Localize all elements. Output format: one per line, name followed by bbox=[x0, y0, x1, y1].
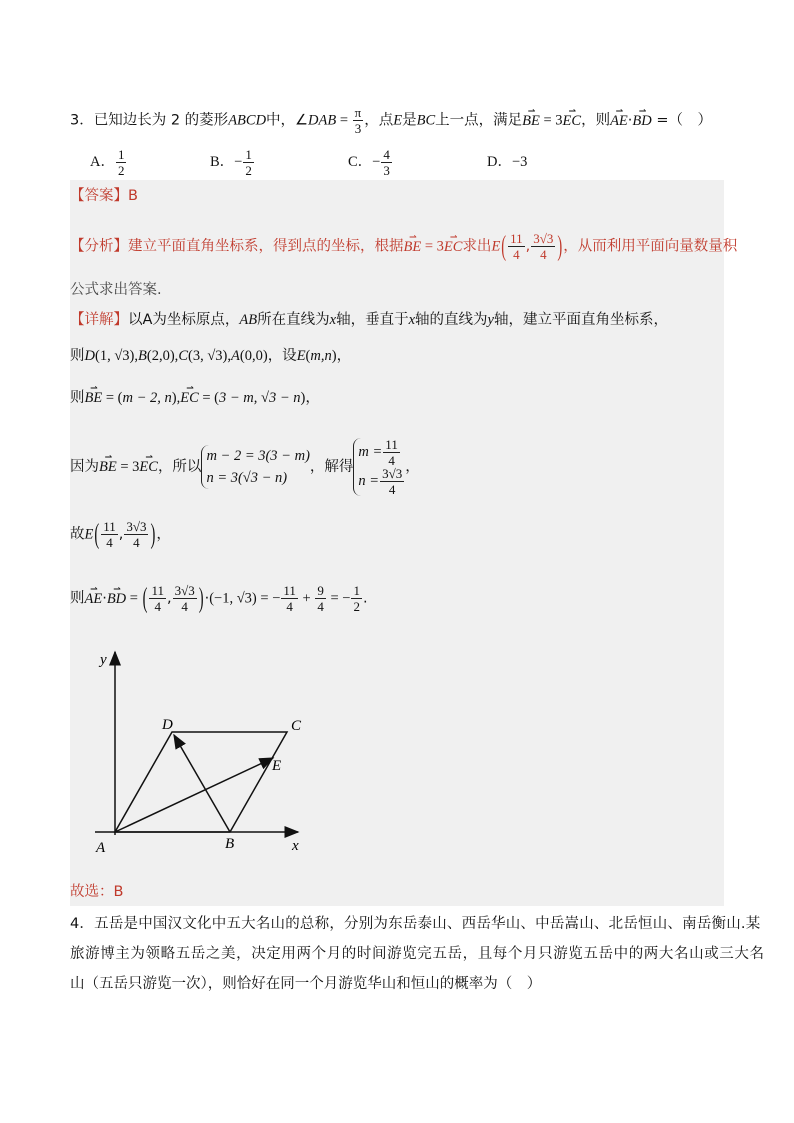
frac-den: 4 bbox=[181, 599, 188, 614]
option-label: A． bbox=[90, 153, 115, 170]
q3-angle-name: DAB bbox=[308, 112, 337, 129]
analysis-text: 建立平面直角坐标系，得到点的坐标，根据 bbox=[128, 238, 404, 255]
paren-close: ) bbox=[557, 230, 563, 263]
label-c: C bbox=[291, 718, 302, 734]
detail-line-5: 故E( $\frac{11}{4}$ , $\frac{3√3}{4}$ )， bbox=[70, 520, 171, 549]
analysis-line-1: 【分析】建立平面直角坐标系，得到点的坐标，根据⇀ BE = 3⇀ EC求出E( $\frac{11}{4}$ , $\frac{3√3}{4}$ )，从而利用平面向量数量积 bbox=[70, 232, 737, 261]
q3-option-d bbox=[487, 150, 527, 171]
vector-ec: ⇀ EC bbox=[180, 388, 199, 408]
final-choice-text: 故选：B bbox=[70, 884, 124, 900]
detail-text: 因为 bbox=[70, 459, 99, 475]
q3-option-c bbox=[348, 148, 393, 177]
label-y: y bbox=[100, 652, 107, 668]
point-e: E bbox=[84, 526, 94, 543]
frac-den: 4 bbox=[154, 599, 161, 614]
q3-text: · bbox=[627, 112, 633, 129]
detail-text: 则 bbox=[70, 348, 85, 364]
frac-den: 4 bbox=[317, 599, 324, 614]
e-x-frac bbox=[101, 520, 118, 549]
detail-tag: 【详解】 bbox=[70, 312, 128, 328]
label-x: x bbox=[292, 838, 299, 854]
point-b: B bbox=[138, 348, 147, 364]
frac-den: 4 bbox=[133, 535, 140, 550]
detail-text: ，设 bbox=[267, 348, 297, 364]
frac-den: 4 bbox=[388, 453, 395, 468]
label-d: D bbox=[162, 717, 173, 733]
detail-text: · bbox=[102, 590, 107, 607]
coord-d: 1, √3 bbox=[99, 348, 130, 364]
detail-text: ， bbox=[405, 459, 420, 475]
equation-2: n = 3(√3 − n) bbox=[206, 470, 288, 486]
detail-text: 所在直线为 bbox=[257, 312, 330, 328]
analysis-line-2 bbox=[70, 280, 162, 300]
q3-vector-bd: ⇀ BD bbox=[632, 111, 651, 131]
solution-n: n = bbox=[358, 472, 380, 489]
detail-text: = − bbox=[256, 590, 281, 607]
q3-text: ，则 bbox=[581, 112, 611, 129]
frac-den: 4 bbox=[388, 482, 396, 497]
q3-text: 上一点，满足 bbox=[435, 112, 523, 129]
coord-a: 0,0 bbox=[244, 348, 263, 364]
detail-text: + bbox=[298, 590, 315, 607]
frac-den: 4 bbox=[513, 247, 520, 262]
frac-num: 3√3 bbox=[533, 231, 554, 246]
option-value: −3 bbox=[511, 154, 528, 170]
label-b: B bbox=[225, 836, 235, 852]
q3-text: =（ ） bbox=[651, 112, 713, 129]
frac-num: 1 bbox=[353, 583, 360, 598]
analysis-tag: 【分析】 bbox=[70, 238, 128, 255]
equation-1: m − 2 = 3(3 − m) bbox=[206, 448, 310, 464]
detail-text: = 3 bbox=[116, 459, 140, 475]
frac-num: 3√3 bbox=[126, 519, 147, 534]
answer-tag: 【答案】 bbox=[70, 188, 128, 204]
frac-den: 4 bbox=[286, 599, 293, 614]
frac-den: 2 bbox=[245, 163, 252, 178]
q4-text: 旅游博主为领略五岳之美，决定用两个月的时间游览完五岳，且每个月只游览五岳中的两大名山或三大名 bbox=[70, 946, 765, 962]
detail-text: 轴，建立平面直角坐标系， bbox=[493, 312, 668, 328]
frac-den: 2 bbox=[353, 599, 360, 614]
result-frac-1 bbox=[281, 584, 298, 613]
option-label: D． bbox=[487, 154, 512, 170]
q4-text: 4．五岳是中国汉文化中五大名山的总称，分别为东岳泰山、西岳华山、中岳嵩山、北岳恒山、南岳衡山.某 bbox=[70, 916, 761, 932]
paren-close: ) bbox=[150, 518, 156, 551]
option-sign: − bbox=[372, 153, 381, 170]
q4-line-1 bbox=[70, 914, 760, 934]
frac-num: 3√3 bbox=[174, 583, 195, 598]
frac-num: π bbox=[354, 105, 362, 120]
result-frac-3 bbox=[351, 584, 362, 613]
equation-system-1 bbox=[201, 445, 309, 489]
detail-text: ， bbox=[336, 348, 352, 364]
frac-den: 4 bbox=[106, 535, 113, 550]
analysis-point-e: E bbox=[491, 238, 501, 255]
detail-y: y bbox=[487, 312, 494, 328]
answer-line bbox=[70, 186, 138, 206]
q3-point-e: E bbox=[393, 112, 403, 129]
q3-vector-ae: ⇀ AE bbox=[610, 111, 628, 131]
vector-be: ⇀ BE bbox=[99, 445, 117, 489]
frac-den: 4 bbox=[540, 247, 547, 262]
q3-text: 已知边长为 2 的菱形 bbox=[93, 112, 229, 129]
solution-m: m = bbox=[358, 443, 383, 460]
detail-text: 轴，垂直于 bbox=[336, 312, 409, 328]
q4-text: 山（五岳只游览一次），则恰好在同一个月游览华山和恒山的概率为（ ） bbox=[70, 976, 542, 992]
frac-den: 2 bbox=[117, 163, 125, 178]
detail-x: x bbox=[329, 312, 337, 328]
frac-num: 4 bbox=[383, 147, 390, 162]
vector-ec-value: 3 − m, √3 − n bbox=[219, 390, 301, 406]
q3-segment-bc: BC bbox=[416, 112, 436, 129]
q3-text: = bbox=[336, 112, 352, 129]
point-c: C bbox=[178, 348, 188, 364]
point-d: D bbox=[84, 348, 95, 364]
q3-text: 中，∠ bbox=[266, 112, 309, 129]
point-a: A bbox=[231, 348, 240, 364]
n-frac bbox=[380, 467, 404, 496]
q3-vector-be: ⇀ BE bbox=[522, 111, 540, 131]
q3-option-a bbox=[90, 148, 127, 177]
q3-text: 是 bbox=[402, 112, 417, 129]
label-e: E bbox=[272, 758, 282, 774]
paren-open: ( bbox=[142, 582, 148, 615]
q4-line-3 bbox=[70, 974, 541, 994]
option-frac bbox=[243, 148, 254, 177]
detail-text: · bbox=[204, 590, 210, 607]
paren-open: ( bbox=[501, 230, 507, 263]
ae-y-frac bbox=[173, 584, 197, 613]
final-choice bbox=[70, 882, 123, 902]
detail-segment-ab: AB bbox=[239, 312, 258, 328]
q3-option-b bbox=[210, 148, 255, 177]
q3-text: = 3 bbox=[539, 112, 563, 129]
detail-text: ， bbox=[156, 526, 171, 543]
detail-line-1 bbox=[70, 310, 668, 330]
option-frac bbox=[116, 148, 127, 177]
coord-c: 3, √3 bbox=[192, 348, 223, 364]
q3-stem bbox=[70, 106, 712, 135]
option-frac bbox=[381, 148, 392, 177]
detail-line-4 bbox=[70, 437, 420, 497]
vector-bd-value: −1, √3 bbox=[214, 590, 252, 607]
paren-close: ) bbox=[198, 582, 204, 615]
q3-number: 3． bbox=[70, 112, 94, 129]
frac-den: 3 bbox=[354, 121, 362, 136]
analysis-frac bbox=[531, 232, 555, 261]
analysis-text: ，从而利用平面向量数量积 bbox=[563, 238, 738, 255]
detail-x: x bbox=[408, 312, 416, 328]
vector-bd-arrow bbox=[174, 735, 230, 832]
vector-ae: ⇀ AE bbox=[85, 589, 103, 609]
answer-value: B bbox=[128, 188, 138, 204]
analysis-text: 公式求出答案. bbox=[70, 282, 162, 298]
coord-b: 2,0 bbox=[151, 348, 170, 364]
q3-text: ，点 bbox=[364, 112, 394, 129]
detail-text: = − bbox=[326, 590, 351, 607]
coord-e: m,n bbox=[310, 348, 332, 364]
frac-num: 11 bbox=[510, 231, 523, 246]
q3-vector-ec: ⇀ EC bbox=[563, 111, 582, 131]
e-y-frac bbox=[124, 520, 148, 549]
option-label: C． bbox=[348, 153, 373, 170]
detail-text: ，解得 bbox=[309, 459, 354, 475]
analysis-text: 求出 bbox=[462, 238, 492, 255]
equation-system-2 bbox=[353, 438, 405, 496]
frac-num: 1 bbox=[117, 147, 125, 162]
frac-num: 11 bbox=[151, 583, 164, 598]
vector-be-value: m − 2, n bbox=[122, 390, 172, 406]
detail-text: 轴的直线为 bbox=[415, 312, 488, 328]
option-label: B． bbox=[210, 153, 235, 170]
frac-num: 3√3 bbox=[382, 466, 403, 481]
vector-bd: ⇀ BD bbox=[107, 589, 126, 609]
detail-text: ，所以 bbox=[157, 459, 202, 475]
frac-num: 11 bbox=[103, 519, 116, 534]
frac-num: 9 bbox=[317, 583, 324, 598]
detail-text: 故 bbox=[70, 526, 85, 543]
vector-ec: ⇀ EC bbox=[139, 445, 158, 489]
detail-text: 则 bbox=[70, 390, 85, 406]
frac-num: 11 bbox=[385, 437, 398, 452]
label-a: A bbox=[96, 840, 106, 856]
analysis-vector-ec: ⇀ EC bbox=[444, 237, 463, 257]
detail-text: 则 bbox=[70, 590, 85, 607]
analysis-vector-be: ⇀ BE bbox=[404, 237, 422, 257]
ae-x-frac bbox=[149, 584, 166, 613]
q3-rhombus-name: ABCD bbox=[228, 112, 267, 129]
detail-text: . bbox=[362, 590, 368, 607]
detail-text: ， bbox=[305, 390, 320, 406]
vector-be: ⇀ BE bbox=[85, 388, 103, 408]
point-e: E bbox=[296, 348, 306, 364]
detail-line-2: 则D(1, √3),B(2,0),C(3, √3),A(0,0)，设E(m,n)， bbox=[70, 348, 352, 364]
paren-open: ( bbox=[94, 518, 100, 551]
frac-num: 11 bbox=[283, 583, 296, 598]
frac-den: 3 bbox=[383, 163, 390, 178]
result-frac-2 bbox=[315, 584, 326, 613]
detail-line-6: 则⇀ AE·⇀ BD = ( $\frac{11}{4}$ , $\frac{3√3}{4}$ )·(−1, √3) = − $\frac{11}{4}$ + $\frac{9}{4}$ = − $\frac{1}{2}$ . bbox=[70, 584, 368, 613]
option-sign: − bbox=[234, 153, 243, 170]
detail-text: 以A为坐标原点， bbox=[128, 312, 240, 328]
detail-line-3: 则⇀ BE = (m − 2, n),⇀ EC = (3 − m, √3 − n)， bbox=[70, 388, 320, 408]
rhombus-figure bbox=[80, 640, 320, 860]
analysis-text: = 3 bbox=[421, 238, 444, 255]
m-frac bbox=[383, 438, 400, 467]
analysis-frac bbox=[508, 232, 525, 261]
frac-num: 1 bbox=[245, 147, 252, 162]
q4-line-2 bbox=[70, 944, 765, 964]
q3-pi-over-3 bbox=[353, 106, 364, 135]
